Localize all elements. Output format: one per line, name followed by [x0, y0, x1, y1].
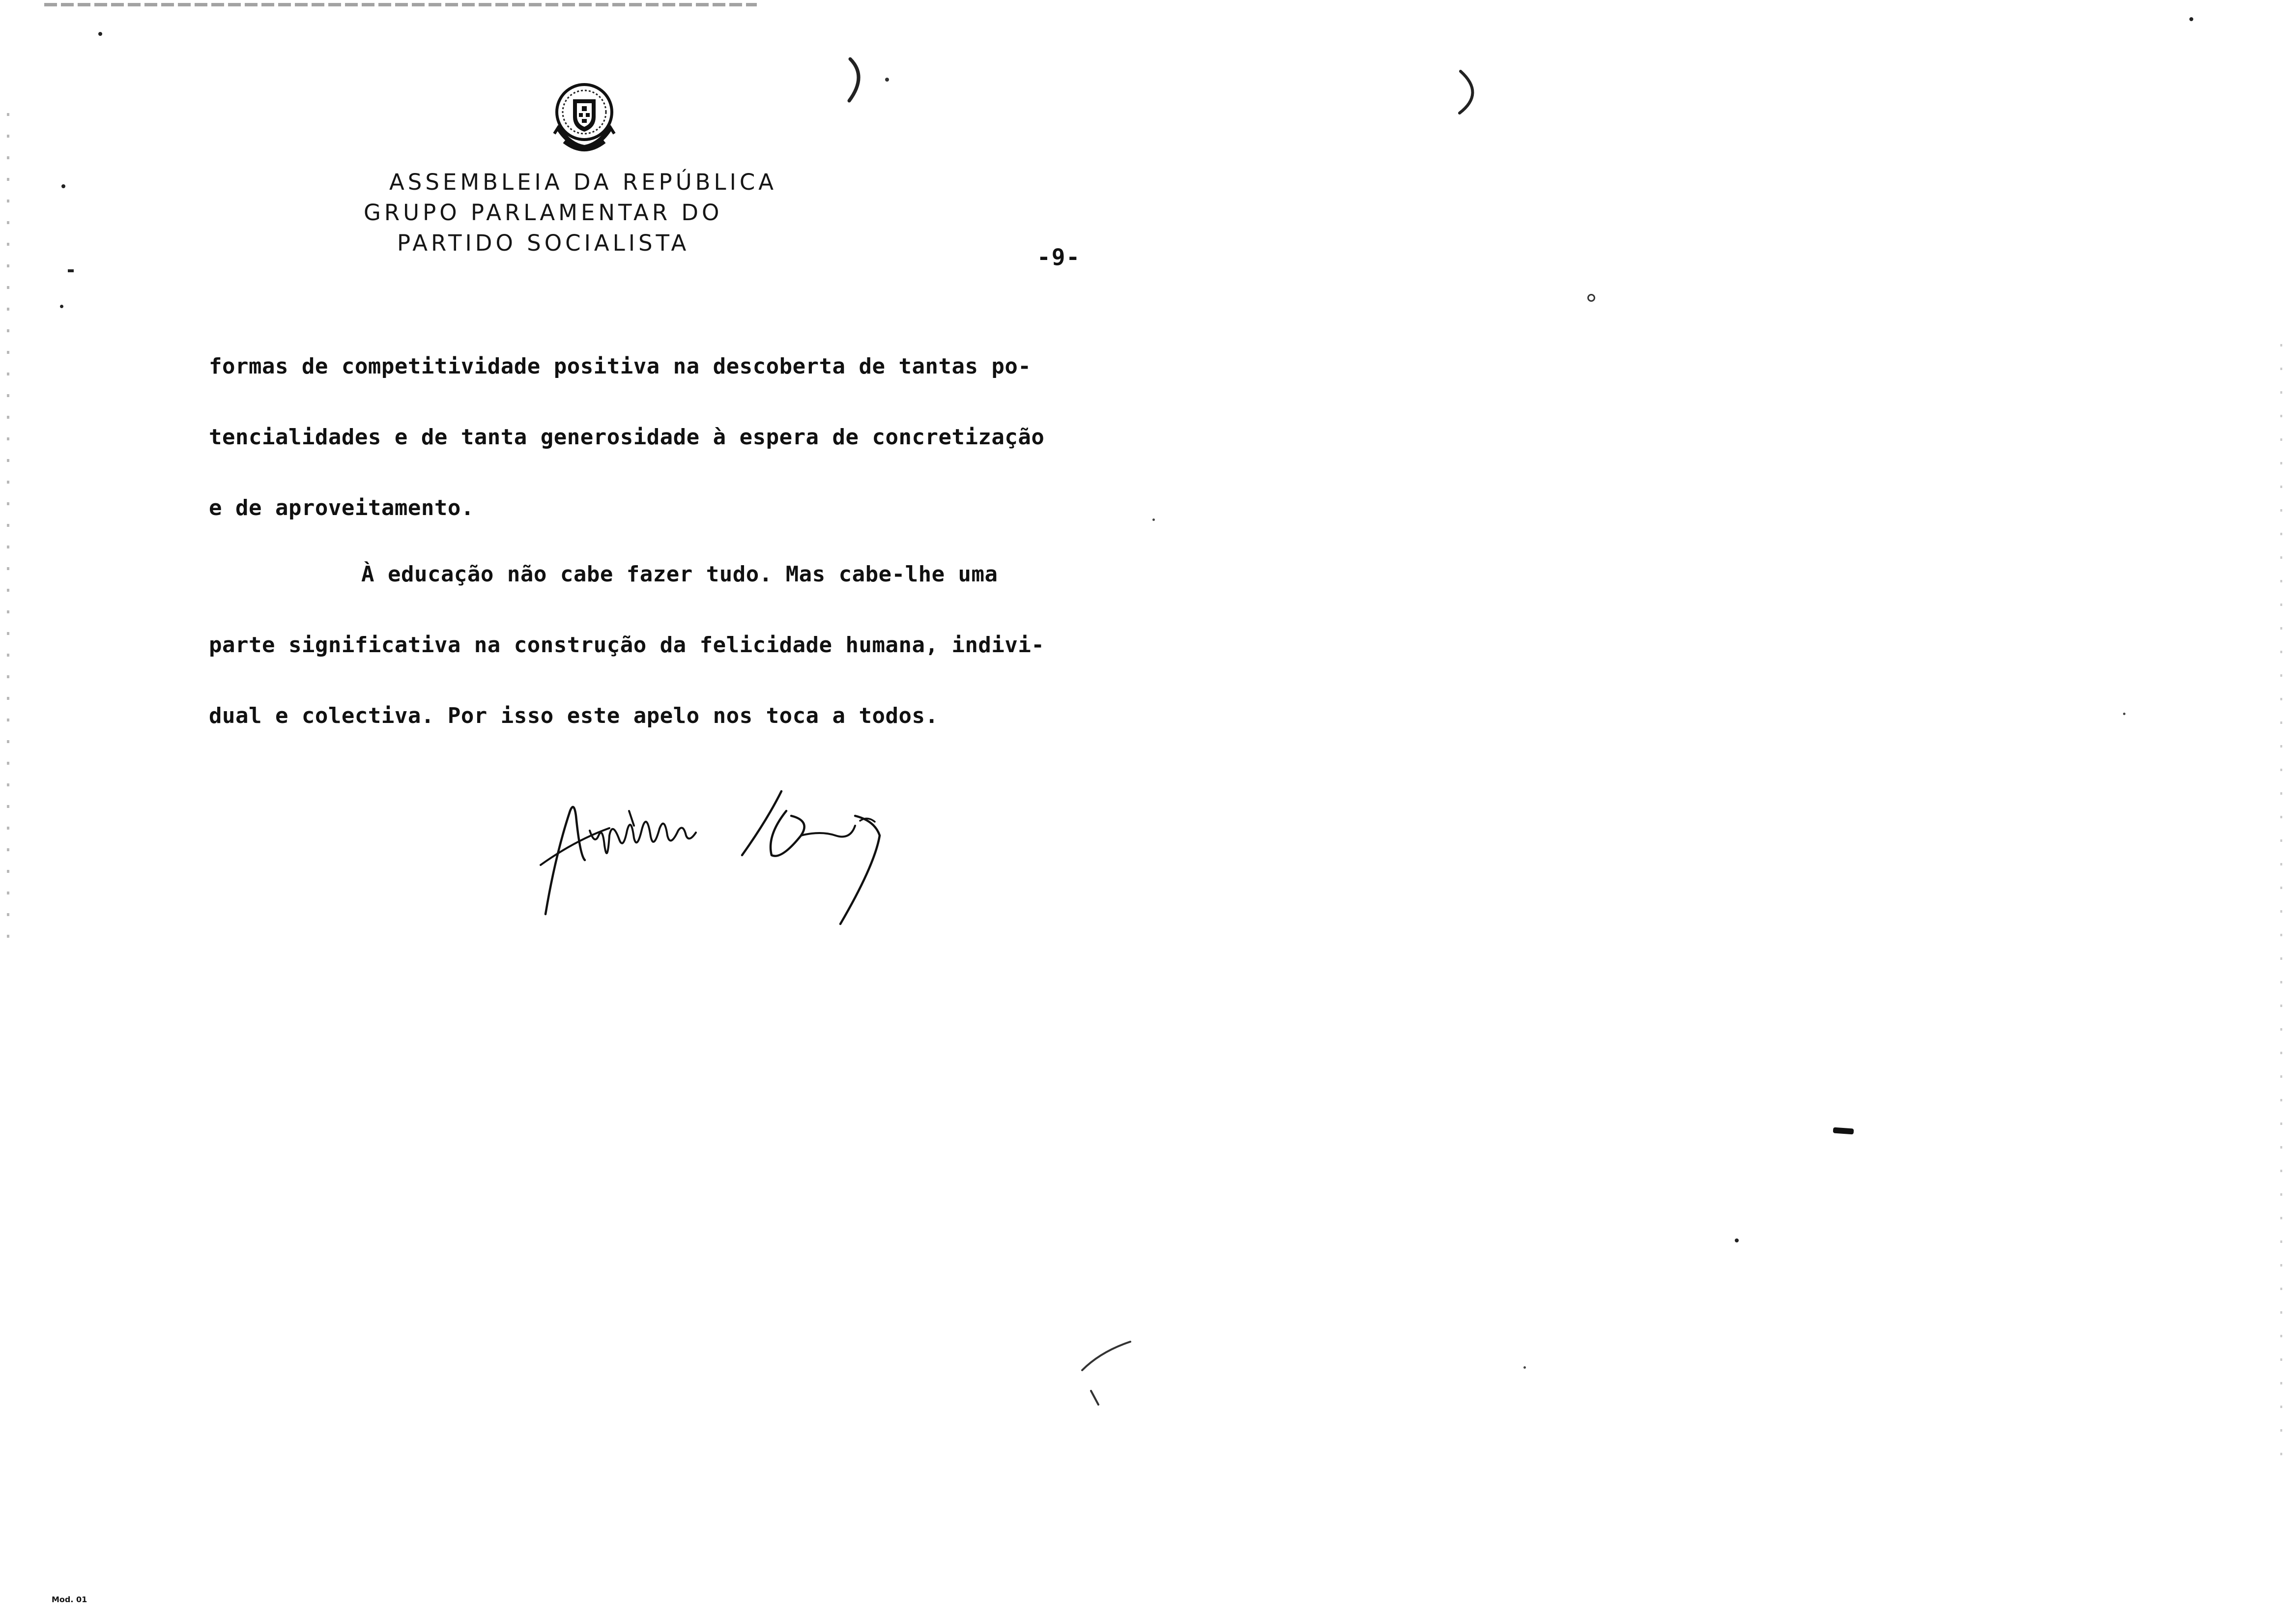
text-line: formas de competitividade positiva na descoberta de tantas po-	[209, 354, 1032, 379]
scan-artifact-parenthesis-right	[1450, 57, 1494, 120]
text-line: parte significativa na construção da felicidade humana, indivi-	[209, 633, 1045, 658]
text-line: dual e colectiva. Por isso este apelo nos toca a todos.	[209, 703, 939, 728]
letterhead-assembly: ASSEMBLEIA DA REPÚBLICA	[389, 169, 777, 195]
scan-edge-left	[7, 113, 9, 949]
letterhead-group: GRUPO PARLAMENTAR DO	[364, 200, 723, 226]
page-number: -9-	[1037, 244, 1081, 270]
scan-artifact-dot	[68, 269, 74, 272]
text-line: tencialidades e de tanta generosidade à espera de concretização	[209, 425, 1045, 450]
scan-artifact-dot	[1735, 1238, 1739, 1242]
scan-artifact-circle	[1587, 294, 1595, 302]
signature-icon	[536, 781, 939, 929]
text-line: À educação não cabe fazer tudo. Mas cabe-lhe uma	[361, 562, 998, 587]
scan-edge-right	[2280, 344, 2282, 1474]
form-code: Mod. 01	[52, 1595, 87, 1604]
scan-artifact-dot	[2123, 713, 2125, 715]
scan-edge-top	[44, 3, 757, 6]
scan-artifact-stroke	[1071, 1332, 1140, 1415]
scan-artifact-dot	[2189, 17, 2193, 21]
text-line: e de aproveitamento.	[209, 495, 474, 520]
coat-of-arms-icon	[549, 79, 619, 157]
scan-artifact-dash	[1833, 1127, 1854, 1135]
scan-artifact-parenthesis	[840, 54, 899, 108]
scan-artifact-dot	[1152, 518, 1155, 521]
scan-artifact-dot	[1523, 1366, 1526, 1369]
scan-artifact-dot	[60, 305, 63, 308]
scan-artifact-dot	[61, 184, 65, 188]
scan-artifact-dot	[98, 32, 102, 36]
letterhead-party: PARTIDO SOCIALISTA	[397, 230, 690, 256]
